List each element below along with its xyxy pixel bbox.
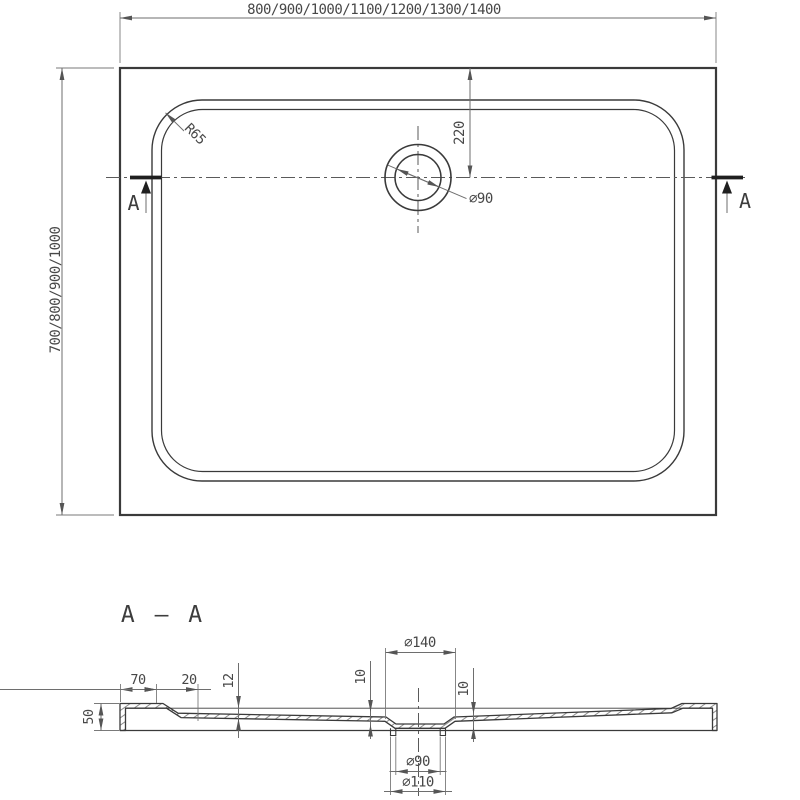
- dim-lip-110: [384, 775, 452, 792]
- rim-depth-label: 12: [221, 673, 237, 689]
- dim-flange-70: [121, 672, 157, 703]
- dim-width: [120, 2, 716, 63]
- drain-lip-right: [440, 728, 445, 735]
- dim-recess-140: [386, 635, 456, 719]
- top-view: [48, 2, 751, 515]
- width-dim-label: 800/900/1000/1100/1200/1300/1400: [247, 2, 501, 18]
- flange-width-label: 70: [130, 672, 146, 688]
- dim-hole-90: [390, 754, 447, 772]
- depth-dim-label: 700/800/900/1000: [48, 226, 64, 354]
- tray-height-label: 50: [81, 709, 97, 725]
- section-title: A – A: [120, 602, 206, 628]
- section-letter-left: A: [127, 191, 140, 215]
- dim-height-50: [81, 704, 119, 731]
- drain-offset-label: 220: [452, 121, 468, 145]
- drain-lip-left: [391, 728, 396, 735]
- drain-hole-diameter-label: ⌀90: [406, 754, 430, 770]
- dim-drain-offset: [452, 68, 470, 178]
- slope-transition-label: 20: [181, 672, 197, 688]
- dim-depth-12: [221, 663, 239, 738]
- section-view: [0, 602, 717, 796]
- section-letter-right: A: [738, 189, 752, 213]
- drain-diameter-label: ⌀90: [469, 191, 493, 207]
- dim-corner-radius: [166, 113, 209, 148]
- floor-thickness-right-label: 10: [456, 681, 472, 697]
- dim-depth: [48, 68, 114, 515]
- section-marker-right: [712, 178, 752, 214]
- floor-thickness-left-label: 10: [353, 669, 369, 685]
- drain-lip-diameter-label: ⌀110: [402, 774, 434, 791]
- drain-recess-diameter-label: ⌀140: [404, 635, 436, 651]
- section-marker-left: [127, 178, 161, 216]
- corner-radius-label: R65: [181, 120, 209, 148]
- dim-thickness-left-10: [353, 661, 371, 739]
